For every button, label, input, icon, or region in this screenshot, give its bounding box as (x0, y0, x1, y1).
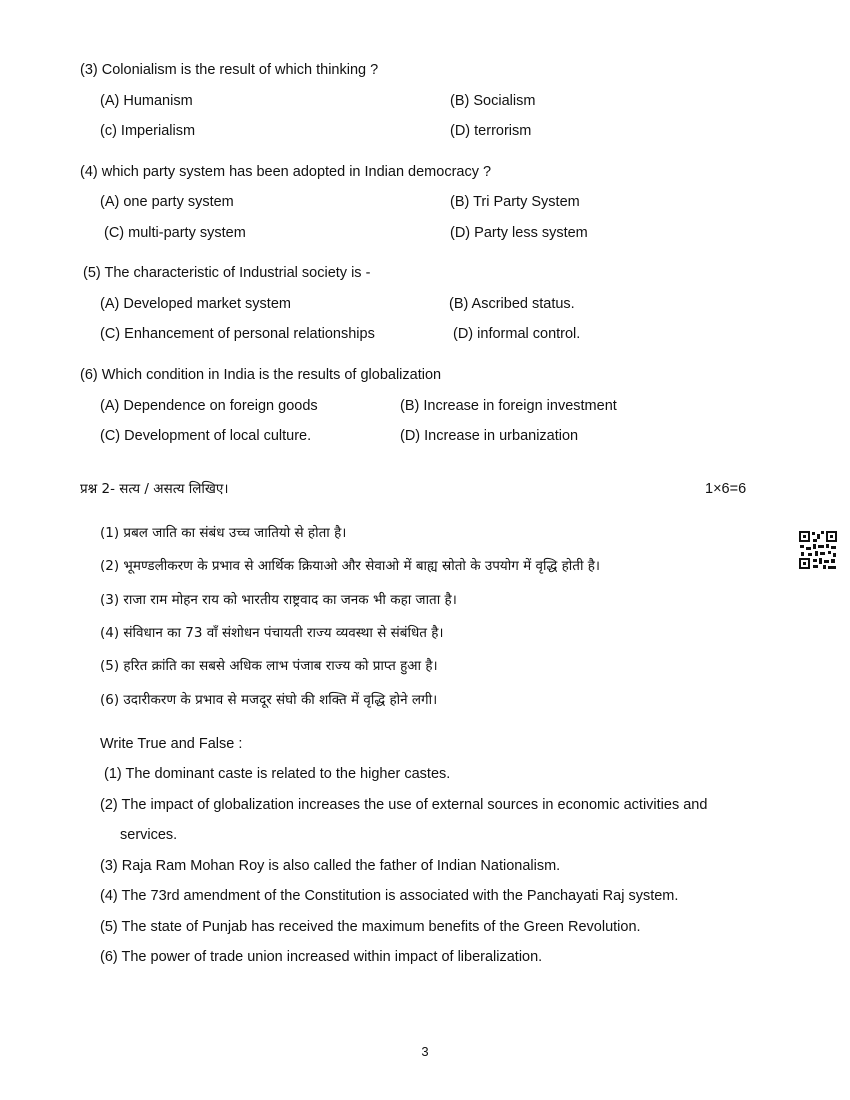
qr-code-icon (798, 530, 838, 570)
q5-option-c: (C) Enhancement of personal relationships (100, 326, 375, 342)
q5-option-d: (D) informal control. (453, 326, 581, 342)
q4-option-a: (A) one party system (100, 194, 234, 210)
english-item-2: (2) The impact of globalization increases the use of external sources in economic activities and (100, 797, 708, 813)
english-item-4: (4) The 73rd amendment of the Constitution is associated with the Panchayati Raj system. (100, 888, 679, 904)
q4-option-d: (D) Party less system (450, 225, 588, 241)
hindi-item-5: (5) हरित क्रांति का सबसे अधिक लाभ पंजाब राज्य को प्राप्त हुआ है। (100, 658, 438, 674)
section-2-marks: 1×6=6 (705, 481, 747, 497)
q5-option-b: (B) Ascribed status. (449, 296, 575, 312)
q6-option-c: (C) Development of local culture. (100, 428, 312, 444)
section-2-heading: प्रश्न 2- सत्य / असत्य लिखिए। (80, 481, 229, 497)
english-item-3: (3) Raja Ram Mohan Roy is also called the father of Indian Nationalism. (100, 858, 561, 874)
question-5: (5) The characteristic of Industrial society is - (83, 265, 371, 281)
english-heading: Write True and False : (100, 736, 243, 752)
hindi-item-3: (3) राजा राम मोहन राय को भारतीय राष्ट्रवाद का जनक भी कहा जाता है। (100, 592, 457, 608)
english-item-6: (6) The power of trade union increased within impact of liberalization. (100, 949, 543, 965)
q6-option-d: (D) Increase in urbanization (400, 428, 579, 444)
hindi-item-2: (2) भूमण्डलीकरण के प्रभाव से आर्थिक क्रियाओ और सेवाओ में बाह्य स्रोतो के उपयोग में वृद्धि होती है। (100, 558, 601, 574)
q4-option-b: (B) Tri Party System (450, 194, 580, 210)
question-3: (3) Colonialism is the result of which thinking ? (80, 62, 379, 78)
page-number: 3 (421, 1044, 429, 1059)
question-6: (6) Which condition in India is the results of globalization (80, 367, 442, 383)
english-item-1: (1) The dominant caste is related to the higher castes. (104, 766, 451, 782)
question-4: (4) which party system has been adopted in Indian democracy ? (80, 164, 492, 180)
q3-option-d: (D) terrorism (450, 123, 532, 139)
hindi-item-4: (4) संविधान का 73 वाँ संशोधन पंचायती राज्य व्यवस्था से संबंधित है। (100, 625, 444, 641)
q3-option-c: (c) Imperialism (100, 123, 196, 139)
hindi-item-6: (6) उदारीकरण के प्रभाव से मजदूर संघो की शक्ति में वृद्धि होने लगी। (100, 692, 438, 708)
english-item-5: (5) The state of Punjab has received the maximum benefits of the Green Revolution. (100, 919, 641, 935)
q4-option-c: (C) multi-party system (104, 225, 246, 241)
q6-option-a: (A) Dependence on foreign goods (100, 398, 318, 414)
q5-option-a: (A) Developed market system (100, 296, 291, 312)
q3-option-a: (A) Humanism (100, 93, 193, 109)
english-item-2-continued: services. (120, 827, 178, 843)
q6-option-b: (B) Increase in foreign investment (400, 398, 617, 414)
hindi-item-1: (1) प्रबल जाति का संबंध उच्च जातियो से होता है। (100, 525, 347, 541)
q3-option-b: (B) Socialism (450, 93, 536, 109)
